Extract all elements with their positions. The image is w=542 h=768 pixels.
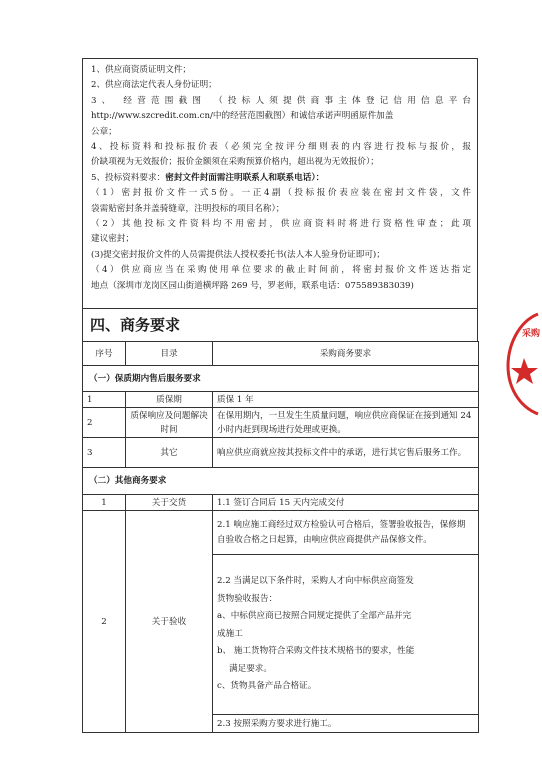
text-line: 成施工	[217, 628, 243, 639]
text-line: （1）密封报价文件一式5份。一正4副（投标报价表应装在密封文件袋，文件	[91, 188, 471, 199]
text-line: 3、 经营范围截图 （投标人须提供商事主体登记信用信息平台	[91, 95, 471, 106]
table-row	[83, 495, 479, 511]
row-req: 质保 1 年	[213, 392, 479, 408]
row-req: 在保用期内，一旦发生生质量问题，响应供应商保证在接到通知 24 小时内赶到现场进行处理或更换。	[213, 408, 479, 438]
text-line: 袋需贴密封条并盖骑缝章，注明投标的项目名称）；	[91, 203, 285, 214]
subsection-title: （二）其他商务要求	[83, 468, 479, 495]
text-line	[91, 171, 471, 186]
row-item: 关于验收	[126, 511, 213, 733]
text-line: 建议密封；	[91, 234, 134, 245]
subsection-row	[83, 468, 479, 495]
text-line: c、货物具备产品合格证。	[217, 681, 317, 692]
red-seal-stamp	[500, 308, 542, 418]
text-span: 5、投标资料要求：	[91, 172, 166, 183]
text-line: 4、投标资料和投标报价表（必须完全按评分细则表的内容进行投标与报价，报	[91, 142, 471, 153]
table-header-row	[83, 342, 479, 366]
text-line: 价缺项视为无效报价；报价金额须在采购预算价格内，超出视为无效报价）；	[91, 157, 379, 168]
text-line: 货物验收报告：	[217, 593, 278, 604]
text-line: a、中标供应商已按照合同规定提供了全部产品并完	[217, 611, 412, 622]
commercial-requirements-table	[82, 341, 479, 733]
text-line: b、 施工货物符合采购文件技术规格书的要求，性能	[217, 646, 415, 657]
row-req: 2.1 响应施工商经过双方检验认可合格后，签署验收报告，保修期自验收合格之日起算，由响应供应商提供产品保修文件。	[213, 511, 479, 555]
text-line: （2）其他投标文件资料均不用密封，供应商资料时将进行资格性审查；此项	[91, 219, 471, 230]
bid-requirements-box	[82, 58, 478, 308]
row-req: 2.3 按照采购方要求进行施工。	[213, 715, 479, 733]
table-row	[83, 438, 479, 468]
row-item: 其它	[126, 438, 213, 468]
row-no: 1	[83, 495, 126, 511]
text-line: (3)提交密封报价文件的人员需提供法人授权委托书(法人本人验身份证即可)；	[91, 249, 385, 260]
text-line: 公章；	[91, 126, 117, 137]
text-line: 满足要求。	[229, 663, 272, 674]
row-req: 响应供应商就应按其投标文件中的承诺，进行其它售后服务工作。	[213, 438, 479, 468]
document-page	[82, 58, 478, 733]
text-line: （4）供应商应当在采购使用单位要求的截止时间前，将密封报价文件送达指定	[91, 265, 471, 276]
header-no: 序号	[83, 342, 126, 366]
header-req: 采购商务要求	[213, 342, 479, 366]
text-line: 地点（深圳市龙岗区园山街道横坪路 269 号，罗老师，联系电话：075589383039)	[91, 280, 414, 291]
text-line: 2、供应商法定代表人身份证明；	[91, 80, 217, 91]
row-req: 1.1 签订合同后 15 天内完成交付	[213, 495, 479, 511]
subsection-title: （一）保质期内售后服务要求	[83, 366, 479, 392]
table-row	[83, 511, 479, 555]
header-item: 目录	[126, 342, 213, 366]
row-item: 关于交货	[126, 495, 213, 511]
section-title: 四、商务要求	[82, 308, 478, 341]
text-line: 2.2 当满足以下条件时，采购人才向中标供应商签发	[217, 576, 414, 587]
table-row	[83, 392, 479, 408]
seal-text: 采购	[522, 329, 541, 339]
text-line: http://www.szcredit.com.cn/中的经营范围截图）和诚信承诺声明函原件加盖	[91, 111, 394, 122]
seal-star-icon	[511, 358, 538, 384]
row-item: 质保期	[126, 392, 213, 408]
row-no: 1	[83, 392, 126, 408]
row-no: 3	[83, 438, 126, 468]
bold-text: 密封文件封面需注明联系人和联系电话）：	[165, 172, 325, 183]
table-row	[83, 408, 479, 438]
row-no: 2	[83, 511, 126, 733]
row-no: 2	[83, 408, 126, 438]
row-item: 质保响应及问题解决时间	[126, 408, 213, 438]
acceptance-conditions	[213, 555, 479, 715]
subsection-row	[83, 366, 479, 392]
text-line: 1、供应商资质证明文件；	[91, 65, 191, 75]
